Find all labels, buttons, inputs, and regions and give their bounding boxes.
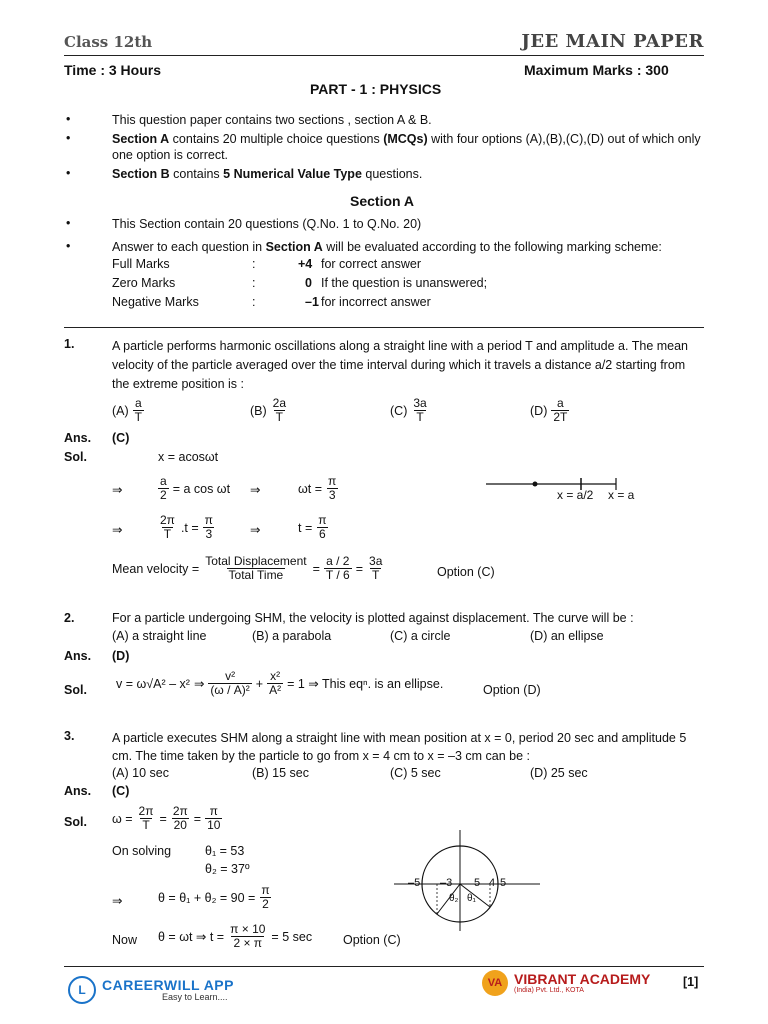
q1-line-figure bbox=[484, 474, 624, 504]
q3-option-c: (C) 5 sec bbox=[390, 766, 441, 780]
time-label: Time : 3 Hours bbox=[64, 62, 161, 78]
scheme-colon: : bbox=[252, 257, 256, 271]
q3-option-b: (B) 15 sec bbox=[252, 766, 309, 780]
q3-fig-m5: –5 bbox=[408, 877, 421, 889]
bullet-icon: • bbox=[66, 131, 71, 145]
scheme-value: –1 bbox=[305, 295, 319, 309]
vibrant-academy-subtitle: (India) Pvt. Ltd., KOTA bbox=[514, 986, 584, 994]
implies-icon: ⇒ bbox=[112, 894, 123, 908]
q3-fig-p5b: 5 bbox=[500, 877, 507, 889]
scheme-colon: : bbox=[252, 276, 256, 290]
q3-fig-m3: –3 bbox=[440, 877, 453, 889]
header-divider bbox=[64, 55, 704, 56]
page-number: [1] bbox=[683, 975, 699, 989]
q1-option-a: (A) $\frac{a}{T}$ bbox=[112, 396, 143, 424]
q2-option-c: (C) a circle bbox=[390, 629, 451, 643]
scheme-colon: : bbox=[252, 295, 256, 309]
section-a-line-2: Answer to each question in Section A will be evaluated according to the following marking scheme: bbox=[112, 240, 662, 254]
paper-label: JEE MAIN PAPER bbox=[521, 31, 704, 52]
bullet-icon: • bbox=[66, 239, 71, 253]
scheme-value: +4 bbox=[298, 257, 313, 271]
section-a-title: Section A bbox=[350, 193, 415, 209]
class-label: Class 12th bbox=[64, 33, 153, 51]
scheme-label: Negative Marks bbox=[112, 295, 199, 309]
scheme-desc: for incorrect answer bbox=[321, 295, 431, 309]
q1-ans-label: Ans. bbox=[64, 431, 92, 445]
intro-line-3: Section B contains 5 Numerical Value Type questions. bbox=[112, 167, 423, 181]
q1-sol-line-1: x = acosωt bbox=[158, 450, 219, 464]
q1-answer: (C) bbox=[112, 431, 130, 445]
q3-time-solution: θ = ωt ⇒ t = $\frac{\pi \times 10}{2 \times \pi}$ = 5 sec bbox=[158, 922, 313, 950]
q2-solution: v = ω√A² – x² ⇒ $\frac{\text{v²}}{\text{(ω / A)²}}$ + $\frac{\text{x²}}{\text{A²}}$ = 1 ⇒ This eqⁿ. is an ellipse. bbox=[116, 669, 444, 697]
intro-line-2: Section A contains 20 multiple choice questions (MCQs) with four options (A),(B),(C),(D) out of which only one option is correct. bbox=[112, 132, 701, 162]
q3-theta-1: θ₁ = 53 bbox=[205, 844, 245, 858]
q2-number: 2. bbox=[64, 611, 75, 625]
section-a-line-1: This Section contain 20 questions (Q.No. 1 to Q.No. 20) bbox=[112, 217, 422, 231]
vibrant-academy-icon: VA bbox=[482, 970, 508, 996]
q1-fig-label-half: x = a/2 bbox=[557, 488, 594, 502]
scheme-label: Full Marks bbox=[112, 257, 170, 271]
implies-icon: ⇒ bbox=[250, 523, 261, 537]
q2-option-d: (D) an ellipse bbox=[530, 629, 604, 643]
section-divider bbox=[64, 327, 704, 328]
vibrant-academy-title: VIBRANT ACADEMY bbox=[514, 970, 651, 987]
max-marks: Maximum Marks : 300 bbox=[524, 62, 669, 78]
q2-text: For a particle undergoing SHM, the velocity is plotted against displacement. The curve will be : bbox=[112, 611, 634, 625]
q2-sol-label: Sol. bbox=[64, 683, 87, 697]
intro-line-1: This question paper contains two sections , section A & B. bbox=[112, 113, 432, 127]
q1-option-d: (D) $\frac{a}{2T}$ bbox=[530, 396, 568, 424]
implies-icon: ⇒ bbox=[112, 483, 123, 497]
q2-option-b: (B) a parabola bbox=[252, 629, 332, 643]
q1-fig-label-full: x = a bbox=[608, 488, 635, 502]
scheme-label: Zero Marks bbox=[112, 276, 176, 290]
bullet-icon: • bbox=[66, 166, 71, 180]
q3-fig-theta1: θ₁ bbox=[467, 893, 476, 904]
q1-sol-step-5: t = $\frac{\pi}{6}$ bbox=[298, 513, 327, 541]
careerwill-title: CAREERWILL APP bbox=[102, 977, 234, 993]
q3-omega: ω = $\frac{2\pi}{T}$ = $\frac{2\pi}{20}$ = $\frac{\pi}{10}$ bbox=[112, 804, 221, 832]
vibrant-academy-logo bbox=[482, 970, 650, 996]
q3-option-a: (A) 10 sec bbox=[112, 766, 169, 780]
q1-sol-step-2: $\frac{a}{2}$ = a cos ωt bbox=[160, 474, 231, 502]
bullet-icon: • bbox=[66, 216, 71, 230]
q3-fig-p4: 4 bbox=[489, 877, 496, 889]
scheme-desc: If the question is unanswered; bbox=[321, 276, 488, 290]
scheme-value: 0 bbox=[305, 276, 312, 290]
implies-icon: ⇒ bbox=[250, 483, 261, 497]
q3-now-label: Now bbox=[112, 933, 138, 947]
q3-option-d: (D) 25 sec bbox=[530, 766, 588, 780]
careerwill-tagline: Easy to Learn.... bbox=[162, 992, 228, 1002]
careerwill-logo bbox=[68, 976, 234, 1004]
q1-option-c: (C) $\frac{3a}{T}$ bbox=[390, 396, 427, 424]
q1-mean-velocity: Mean velocity = $\frac{\text{Total Displacement}}{\text{Total Time}}$ = $\frac{a / 2}{T / 6}$ = $\frac{3a}{T}$ bbox=[112, 554, 383, 582]
q1-number: 1. bbox=[64, 337, 75, 351]
q2-ans-label: Ans. bbox=[64, 649, 92, 663]
q1-option-answer: Option (C) bbox=[437, 565, 495, 579]
q2-answer: (D) bbox=[112, 649, 130, 663]
q3-fig-theta2: θ₂ bbox=[449, 893, 459, 904]
part-title: PART - 1 : PHYSICS bbox=[310, 81, 442, 97]
q1-option-b: (B) $\frac{2a}{T}$ bbox=[250, 396, 287, 424]
bullet-icon: • bbox=[66, 112, 71, 126]
footer-divider bbox=[64, 966, 704, 967]
q2-option-a: (A) a straight line bbox=[112, 629, 207, 643]
implies-icon: ⇒ bbox=[112, 523, 123, 537]
q3-fig-p5a: 5 bbox=[474, 877, 481, 889]
q3-theta-2: θ₂ = 37º bbox=[205, 862, 250, 876]
scheme-desc: for correct answer bbox=[321, 257, 422, 271]
q3-ans-label: Ans. bbox=[64, 784, 92, 798]
q2-option-answer: Option (D) bbox=[483, 683, 541, 697]
q3-sol-label: Sol. bbox=[64, 815, 87, 829]
q1-sol-step-4: $\frac{2\pi}{T}$ .t = $\frac{\pi}{3}$ bbox=[160, 513, 213, 541]
q1-sol-label: Sol. bbox=[64, 450, 87, 464]
q3-number: 3. bbox=[64, 729, 75, 743]
careerwill-icon: L bbox=[68, 976, 96, 1004]
q3-theta-sum: θ = θ₁ + θ₂ = 90 = $\frac{\pi}{2}$ bbox=[158, 883, 270, 911]
q3-answer: (C) bbox=[112, 784, 130, 798]
q3-on-solving: On solving bbox=[112, 844, 172, 858]
q1-text: A particle performs harmonic oscillations along a straight line with a period T and amplitude a. The mean velocity of the particle averaged over the time interval during which it travels a distance a/2 starting from the extreme position is : bbox=[112, 339, 689, 391]
q3-option-answer: Option (C) bbox=[343, 933, 401, 947]
q3-text: A particle executes SHM along a straight line with mean position at x = 0, period 20 sec and amplitude 5 cm. The time taken by the particle to go from x = 4 cm to x = –3 cm can be : bbox=[112, 731, 687, 763]
q1-sol-step-3: ωt = $\frac{\pi}{3}$ bbox=[298, 474, 337, 502]
